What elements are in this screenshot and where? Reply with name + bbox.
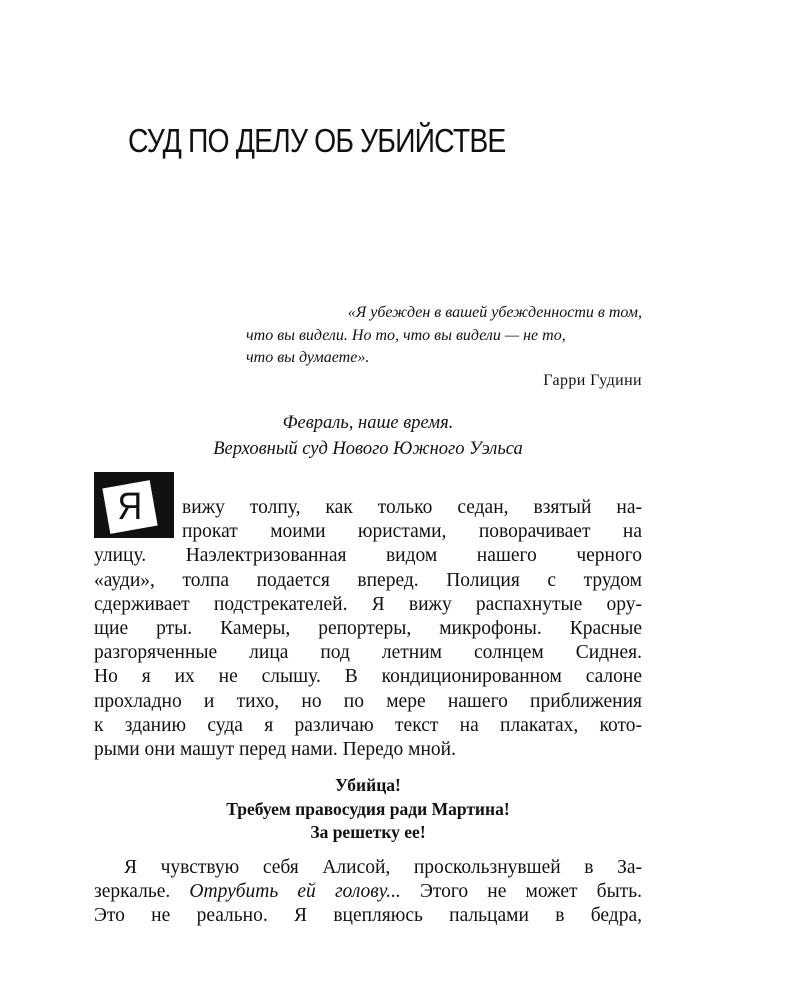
sign-text: Требуем правосудия ради Мартина!	[226, 798, 510, 819]
sign-text: Убийца!	[335, 775, 401, 795]
text-line: прохладно и тихо, но по мере нашего приближения	[94, 690, 642, 712]
text-line: Это не реально. Я вцепляюсь пальцами в бедра,	[94, 905, 642, 927]
text-line: «ауди», толпа подается вперед. Полиция с трудом	[94, 569, 642, 591]
sign-text: За решетку ее!	[310, 822, 426, 842]
text-line: Но я их не слышу. В кондиционированном салоне	[94, 666, 642, 688]
text-line: улицу. Наэлектризованная видом нашего черного	[94, 545, 642, 567]
text-segment: зеркалье.	[94, 881, 190, 903]
drop-cap-letter: Я	[117, 485, 143, 528]
epigraph-line: что вы видели. Но то, что вы видели — не то,	[246, 326, 566, 344]
epigraph-author: Гарри Гудини	[543, 371, 642, 389]
epigraph-line: «Я убежден в вашей убежденности в том,	[347, 304, 642, 321]
epigraph-quote	[246, 302, 642, 370]
epigraph	[246, 302, 642, 392]
text-line: щие рты. Камеры, репортеры, микрофоны. Красные	[94, 617, 642, 639]
text-line: рыми они машут перед нами. Передо мной.	[94, 738, 456, 760]
dateline-place: Верховный суд Нового Южного Уэльса	[213, 439, 523, 459]
dateline	[94, 410, 642, 462]
text-line: к зданию суда я различаю текст на плакатах, кото-	[94, 714, 642, 736]
text-line: разгоряченные лица под летним солнцем Сиднея.	[94, 642, 642, 664]
paragraph-1	[94, 496, 642, 762]
italic-phrase: Отрубить ей голову...	[189, 881, 401, 903]
epigraph-line: что вы думаете».	[246, 349, 370, 366]
text-line: Я чувствую себя Алисой, проскользнувшей в За-	[124, 857, 642, 878]
dateline-date: Февраль, наше время.	[282, 413, 454, 433]
text-line: вижу толпу, как только седан, взятый на-	[182, 497, 642, 518]
protest-signs	[94, 774, 642, 845]
text-line: сдерживает подстрекателей. Я вижу распахнутые ору-	[94, 593, 642, 615]
chapter-title: СУД ПО ДЕЛУ ОБ УБИЙСТВЕ	[128, 122, 506, 159]
paragraph-2	[94, 856, 642, 929]
text-segment: Этого не может быть.	[400, 881, 642, 903]
text-line	[94, 880, 642, 904]
text-line: прокат моими юристами, поворачивает на	[182, 521, 642, 543]
